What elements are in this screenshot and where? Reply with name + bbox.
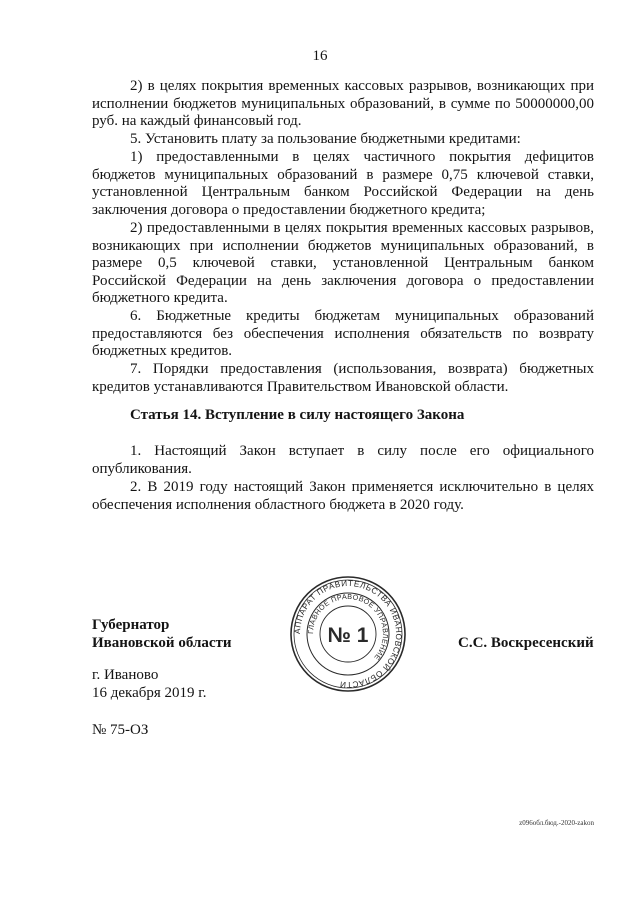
seal-outer-text: АППАРАТ ПРАВИТЕЛЬСТВА ИВАНОВСКОЙ ОБЛАСТИ <box>292 578 404 690</box>
seal-inner-text: ГЛАВНОЕ ПРАВОВОЕ УПРАВЛЕНИЕ <box>305 591 391 663</box>
signature-title <box>92 617 232 652</box>
place-of-signing: г. Иваново <box>92 667 159 683</box>
paragraph-item-2: 2) в целях покрытия временных кассовых разрывов, возникающих при исполнении бюджетов муниципальных образований, в сумме по 50000000,00 руб. на каждый финансовый год. <box>92 78 594 130</box>
paragraph-subitem-2: 2) предоставленными в целях покрытия временных кассовых разрывов, возникающих при исполнении бюджетов муниципальных образований, в размере 0,5 ключевой ставки, установленной Центральным банком Российской Федерации на день заключения договора о предоставлении бюджетного кредита. <box>92 220 594 307</box>
article-paragraph-2: 2. В 2019 году настоящий Закон применяется исключительно в целях обеспечения исполнения областного бюджета в 2020 году. <box>92 479 594 513</box>
seal-number: № 1 <box>327 624 369 647</box>
law-number: № 75-ОЗ <box>92 722 149 738</box>
article-paragraph-1: 1. Настоящий Закон вступает в силу после его официального опубликования. <box>92 443 594 477</box>
signature-title-line1: Губернатор <box>92 617 170 633</box>
file-code: z096обл.бюд.-2020-zakon <box>519 819 594 827</box>
page-number: 16 <box>312 48 328 64</box>
paragraph-subitem-1: 1) предоставленными в целях частичного покрытия дефицитов бюджетов муниципальных образований в размере 0,75 ключевой ставки, установленной Центральным банком Российской Федерации на день заключения договора о предоставлении бюджетного кредита; <box>92 149 594 218</box>
official-seal <box>288 574 408 694</box>
signing-date: 16 декабря 2019 г. <box>92 685 207 701</box>
paragraph-item-5: 5. Установить плату за пользование бюджетными кредитами: <box>130 131 521 147</box>
signatory-name: С.С. Воскресенский <box>458 635 594 651</box>
paragraph-item-7: 7. Порядки предоставления (использования, возврата) бюджетных кредитов устанавливаются Правительством Ивановской области. <box>92 361 594 395</box>
article-heading: Статья 14. Вступление в силу настоящего Закона <box>130 407 465 423</box>
signature-title-line2: Ивановской области <box>92 634 232 651</box>
paragraph-item-6: 6. Бюджетные кредиты бюджетам муниципальных образований предоставляются без обеспечения исполнения обязательств по возврату бюджетных кредитов. <box>92 308 594 360</box>
